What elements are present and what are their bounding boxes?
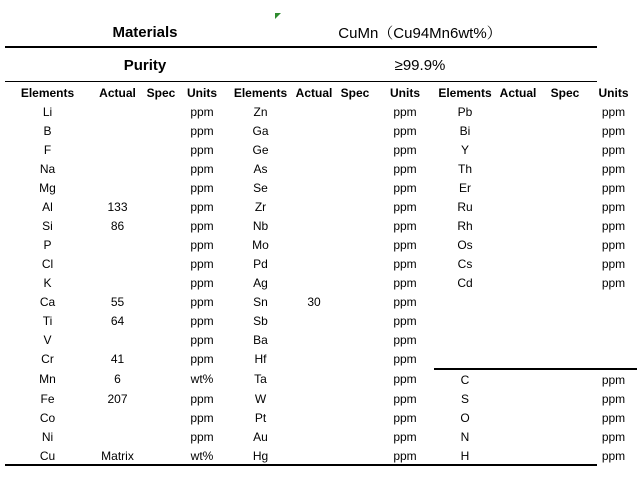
cell-element-1: Fe — [40, 391, 55, 406]
cell-units-1: ppm — [190, 332, 214, 347]
cell-spec-3 — [540, 140, 590, 159]
cell-element-3: S — [460, 391, 469, 406]
cell-units-3: ppm — [601, 218, 626, 233]
cell-element-2: Hg — [252, 448, 269, 463]
cell-units-3: ppm — [601, 448, 626, 463]
cell-actual-3 — [496, 311, 540, 330]
cell-units-1: ppm — [190, 256, 214, 271]
cell-actual-2 — [294, 311, 334, 330]
cell-units-2: ppm — [393, 313, 417, 328]
cell-actual-1 — [90, 159, 145, 178]
cell-units-1: wt% — [190, 372, 214, 386]
cell-actual-1 — [90, 330, 145, 349]
cell-element-2: Mo — [252, 237, 269, 252]
corner-marker — [275, 13, 281, 19]
cell-units-2: ppm — [393, 161, 417, 176]
cell-spec-3 — [540, 121, 590, 140]
cell-actual-3 — [496, 389, 540, 408]
cell-spec-1 — [145, 311, 177, 330]
cell-actual-3 — [496, 159, 540, 178]
cell-units-3: ppm — [601, 161, 626, 176]
cell-actual-2 — [294, 369, 334, 389]
table-row — [5, 178, 637, 197]
cell-element-1: Cu — [39, 448, 56, 463]
cell-actual-2 — [294, 446, 334, 465]
cell-element-2: Ta — [254, 372, 267, 386]
cell-units-3: ppm — [601, 180, 626, 195]
col-spec-2: Spec — [340, 85, 370, 100]
cell-units-1: ppm — [190, 142, 214, 157]
cell-units-1: ppm — [190, 199, 214, 214]
materials-label: Materials — [112, 23, 178, 41]
cell-spec-2 — [334, 102, 376, 121]
cell-spec-3 — [540, 349, 590, 369]
cell-spec-2 — [334, 273, 376, 292]
cell-element-1: K — [43, 275, 52, 290]
cell-element-2: Au — [253, 429, 268, 444]
cell-element-3: N — [460, 429, 470, 444]
cell-units-2: ppm — [393, 123, 417, 138]
cell-spec-3 — [540, 389, 590, 408]
cell-actual-2 — [294, 349, 334, 369]
cell-spec-2 — [334, 140, 376, 159]
cell-element-3: H — [460, 448, 470, 463]
cell-spec-3 — [540, 369, 590, 389]
cell-spec-1 — [145, 330, 177, 349]
col-elements-3: Elements — [438, 85, 492, 100]
table-row — [5, 140, 637, 159]
cell-units-3: ppm — [601, 142, 626, 157]
cell-element-1: Al — [42, 199, 53, 214]
cell-element-1: Na — [39, 161, 56, 176]
cell-actual-3 — [496, 102, 540, 121]
cell-units-1: ppm — [190, 410, 214, 425]
cell-element-1: Li — [42, 104, 53, 119]
cell-units-2: ppm — [393, 180, 417, 195]
cell-spec-1 — [145, 292, 177, 311]
cell-actual-2 — [294, 427, 334, 446]
purity-label: Purity — [123, 56, 167, 74]
cell-spec-3 — [540, 235, 590, 254]
cell-spec-3 — [540, 446, 590, 465]
table-row — [5, 235, 637, 254]
cell-actual-2 — [294, 121, 334, 140]
cell-spec-1 — [145, 102, 177, 121]
table-row — [5, 427, 637, 446]
cell-units-3: ppm — [601, 123, 626, 138]
cell-element-3: Y — [460, 142, 469, 157]
cell-actual-1: 55 — [110, 294, 125, 309]
cell-element-3 — [434, 311, 496, 330]
cell-actual-1: 41 — [110, 352, 125, 366]
cell-actual-2 — [294, 216, 334, 235]
table-row — [5, 254, 637, 273]
cell-spec-1 — [145, 369, 177, 389]
cell-actual-1 — [90, 140, 145, 159]
cell-units-2: ppm — [393, 352, 417, 366]
cell-units-3: ppm — [601, 237, 626, 252]
cell-element-1: P — [43, 237, 52, 252]
cell-element-3: Ru — [457, 199, 473, 214]
col-elements-1: Elements — [20, 85, 75, 100]
cell-units-2: ppm — [393, 104, 417, 119]
divider-bottom — [5, 464, 597, 466]
cell-units-2: ppm — [393, 372, 417, 386]
cell-spec-2 — [334, 369, 376, 389]
cell-units-3: ppm — [601, 256, 626, 271]
cell-spec-1 — [145, 446, 177, 465]
cell-spec-3 — [540, 216, 590, 235]
cell-actual-2 — [294, 389, 334, 408]
cell-actual-3 — [496, 349, 540, 369]
cell-units-1: ppm — [190, 313, 214, 328]
cell-actual-2 — [294, 254, 334, 273]
cell-element-1: Cr — [41, 352, 54, 366]
cell-element-1: Ti — [42, 313, 53, 328]
table-row — [5, 369, 637, 389]
cell-units-1: wt% — [190, 448, 214, 463]
cell-spec-2 — [334, 121, 376, 140]
cell-units-3 — [590, 311, 637, 330]
cell-actual-1: 6 — [114, 372, 121, 386]
cell-element-3 — [434, 330, 496, 349]
cell-actual-1: 86 — [110, 218, 125, 233]
divider-top — [5, 46, 597, 48]
cell-actual-1: 207 — [107, 391, 128, 406]
cell-units-3: ppm — [601, 199, 626, 214]
cell-element-3: Os — [457, 237, 473, 252]
table-row — [5, 197, 637, 216]
cell-units-2: ppm — [393, 218, 417, 233]
cell-spec-3 — [540, 102, 590, 121]
table-row — [5, 349, 637, 369]
cell-spec-2 — [334, 197, 376, 216]
cell-element-1: Si — [42, 218, 53, 233]
cell-element-1: Cl — [41, 256, 54, 271]
cell-element-2: Sn — [253, 294, 268, 309]
cell-actual-2 — [294, 197, 334, 216]
cell-spec-2 — [334, 311, 376, 330]
cell-element-2: Ba — [253, 332, 268, 347]
cell-actual-3 — [496, 235, 540, 254]
cell-units-2: ppm — [393, 448, 417, 463]
cell-units-3: ppm — [590, 369, 637, 389]
cell-spec-3 — [540, 273, 590, 292]
cell-spec-2 — [334, 349, 376, 369]
cell-spec-2 — [334, 408, 376, 427]
cell-spec-1 — [145, 121, 177, 140]
cell-spec-1 — [145, 216, 177, 235]
table-row — [5, 389, 637, 408]
table-row — [5, 121, 637, 140]
cell-actual-2 — [294, 330, 334, 349]
cell-units-1: ppm — [190, 294, 214, 309]
cell-actual-3 — [496, 216, 540, 235]
cell-actual-3 — [496, 140, 540, 159]
cell-actual-3 — [496, 121, 540, 140]
col-units-2: Units — [390, 85, 420, 100]
cell-element-2: Se — [253, 180, 268, 195]
cell-element-2: Ag — [253, 275, 268, 290]
cell-element-3: Cs — [457, 256, 473, 271]
cell-actual-3 — [496, 254, 540, 273]
cell-actual-3 — [496, 273, 540, 292]
cell-spec-3 — [540, 254, 590, 273]
cell-element-2: Pd — [253, 256, 268, 271]
table-row — [5, 408, 637, 427]
cell-units-2: ppm — [393, 256, 417, 271]
cell-units-3 — [590, 349, 637, 369]
cell-element-3: Er — [459, 180, 471, 195]
cell-actual-2 — [294, 102, 334, 121]
cell-element-3: Cd — [457, 275, 473, 290]
table-row — [5, 292, 637, 311]
table-row — [5, 330, 637, 349]
cell-units-1: ppm — [190, 275, 214, 290]
cell-units-2: ppm — [393, 429, 417, 444]
table-row — [5, 311, 637, 330]
cell-element-2: Zn — [253, 104, 268, 119]
cell-actual-3 — [496, 427, 540, 446]
cell-actual-3 — [496, 446, 540, 465]
table-header-row — [5, 83, 637, 102]
cell-element-3: Pb — [457, 104, 473, 119]
cell-actual-3 — [496, 369, 540, 389]
cell-actual-3 — [496, 178, 540, 197]
col-elements-2: Elements — [233, 85, 288, 100]
cell-spec-1 — [145, 178, 177, 197]
cell-units-3: ppm — [601, 104, 626, 119]
cell-units-2: ppm — [393, 275, 417, 290]
cell-units-2: ppm — [393, 142, 417, 157]
cell-element-3: O — [460, 410, 470, 425]
cell-actual-2 — [294, 159, 334, 178]
col-spec-1: Spec — [146, 85, 176, 100]
cell-actual-1 — [90, 254, 145, 273]
cell-element-2: W — [254, 391, 267, 406]
cell-actual-1 — [90, 235, 145, 254]
cell-spec-3 — [540, 178, 590, 197]
cell-spec-1 — [145, 389, 177, 408]
table-row — [5, 273, 637, 292]
cell-element-2: Zr — [254, 199, 267, 214]
cell-spec-2 — [334, 159, 376, 178]
cell-spec-3 — [540, 292, 590, 311]
cell-actual-1 — [90, 121, 145, 140]
materials-row — [5, 20, 597, 44]
cell-spec-2 — [334, 427, 376, 446]
cell-units-2: ppm — [393, 410, 417, 425]
composition-table — [5, 83, 637, 465]
cell-element-2: Pt — [254, 410, 267, 425]
cell-units-3: ppm — [601, 410, 626, 425]
purity-value: ≥99.9% — [394, 56, 446, 74]
cell-element-1: V — [43, 332, 52, 347]
cell-spec-3 — [540, 159, 590, 178]
cell-element-1: Mg — [39, 180, 56, 195]
cell-actual-2 — [294, 408, 334, 427]
cell-actual-1 — [90, 102, 145, 121]
cell-spec-2 — [334, 292, 376, 311]
cell-units-1: ppm — [190, 237, 214, 252]
cell-units-3: ppm — [601, 391, 626, 406]
col-spec-3: Spec — [550, 85, 580, 100]
cell-spec-3 — [540, 330, 590, 349]
cell-spec-1 — [145, 273, 177, 292]
cell-element-2: Ge — [252, 142, 269, 157]
cell-spec-1 — [145, 408, 177, 427]
cell-element-3 — [434, 349, 496, 369]
cell-element-1: B — [43, 123, 52, 138]
cell-element-3 — [434, 292, 496, 311]
cell-units-3: ppm — [601, 429, 626, 444]
col-units-3: Units — [598, 85, 629, 100]
cell-units-1: ppm — [190, 180, 214, 195]
cell-actual-2: 30 — [307, 294, 321, 309]
cell-units-3: ppm — [601, 275, 626, 290]
cell-spec-2 — [334, 216, 376, 235]
cell-spec-1 — [145, 427, 177, 446]
col-actual-1: Actual — [99, 85, 136, 100]
cell-actual-3 — [496, 197, 540, 216]
cell-spec-2 — [334, 389, 376, 408]
cell-element-3: C — [434, 369, 496, 389]
cell-actual-1 — [90, 408, 145, 427]
cell-element-3: Bi — [459, 123, 471, 138]
cell-actual-1 — [90, 178, 145, 197]
cell-spec-1 — [145, 254, 177, 273]
cell-units-3 — [590, 292, 637, 311]
cell-actual-3 — [496, 330, 540, 349]
col-actual-2: Actual — [295, 85, 333, 100]
cell-spec-2 — [334, 254, 376, 273]
cell-actual-3 — [496, 292, 540, 311]
cell-spec-2 — [334, 446, 376, 465]
cell-spec-3 — [540, 197, 590, 216]
cell-units-2: ppm — [393, 199, 417, 214]
col-actual-3: Actual — [499, 85, 537, 100]
cell-element-2: As — [253, 161, 268, 176]
cell-actual-3 — [496, 408, 540, 427]
table-row — [5, 216, 637, 235]
col-units-1: Units — [187, 85, 217, 100]
cell-spec-3 — [540, 427, 590, 446]
cell-element-1: Mn — [39, 372, 56, 386]
cell-spec-1 — [145, 140, 177, 159]
cell-actual-1 — [90, 427, 145, 446]
cell-actual-2 — [294, 178, 334, 197]
table-row — [5, 102, 637, 121]
table-row — [5, 446, 637, 465]
cell-element-1: Co — [39, 410, 56, 425]
cell-actual-2 — [294, 273, 334, 292]
cell-actual-1: 64 — [110, 313, 125, 328]
cell-spec-3 — [540, 311, 590, 330]
cell-units-1: ppm — [190, 104, 214, 119]
cell-actual-1 — [90, 273, 145, 292]
table-row — [5, 159, 637, 178]
cell-element-1: Ni — [41, 429, 54, 444]
cell-spec-1 — [145, 197, 177, 216]
cell-units-2: ppm — [393, 237, 417, 252]
divider-header — [5, 81, 597, 82]
purity-row — [5, 53, 597, 77]
cell-spec-1 — [145, 235, 177, 254]
cell-spec-1 — [145, 349, 177, 369]
cell-units-2: ppm — [393, 294, 417, 309]
cell-element-2: Hf — [254, 352, 267, 366]
cell-spec-3 — [540, 408, 590, 427]
cell-actual-2 — [294, 235, 334, 254]
cell-units-1: ppm — [190, 352, 214, 366]
cell-element-3: Rh — [457, 218, 473, 233]
cell-spec-2 — [334, 178, 376, 197]
cell-spec-2 — [334, 235, 376, 254]
cell-units-1: ppm — [190, 218, 214, 233]
cell-units-1: ppm — [190, 429, 214, 444]
cell-units-1: ppm — [190, 161, 214, 176]
cell-element-1: Ca — [39, 294, 56, 309]
cell-element-2: Nb — [252, 218, 269, 233]
cell-spec-2 — [334, 330, 376, 349]
cell-actual-1: Matrix — [101, 448, 134, 463]
cell-element-2: Sb — [253, 313, 268, 328]
cell-units-2: ppm — [393, 332, 417, 347]
cell-element-3: Th — [457, 161, 472, 176]
cell-actual-2 — [294, 140, 334, 159]
cell-element-2: Ga — [252, 123, 269, 138]
cell-spec-1 — [145, 159, 177, 178]
cell-units-1: ppm — [190, 391, 214, 406]
cell-units-3 — [590, 330, 637, 349]
cell-units-1: ppm — [190, 123, 214, 138]
materials-value: CuMn（Cu94Mn6wt%） — [338, 24, 502, 42]
cell-units-2: ppm — [393, 391, 417, 406]
cell-actual-1: 133 — [107, 199, 128, 214]
cell-element-1: F — [43, 142, 52, 157]
